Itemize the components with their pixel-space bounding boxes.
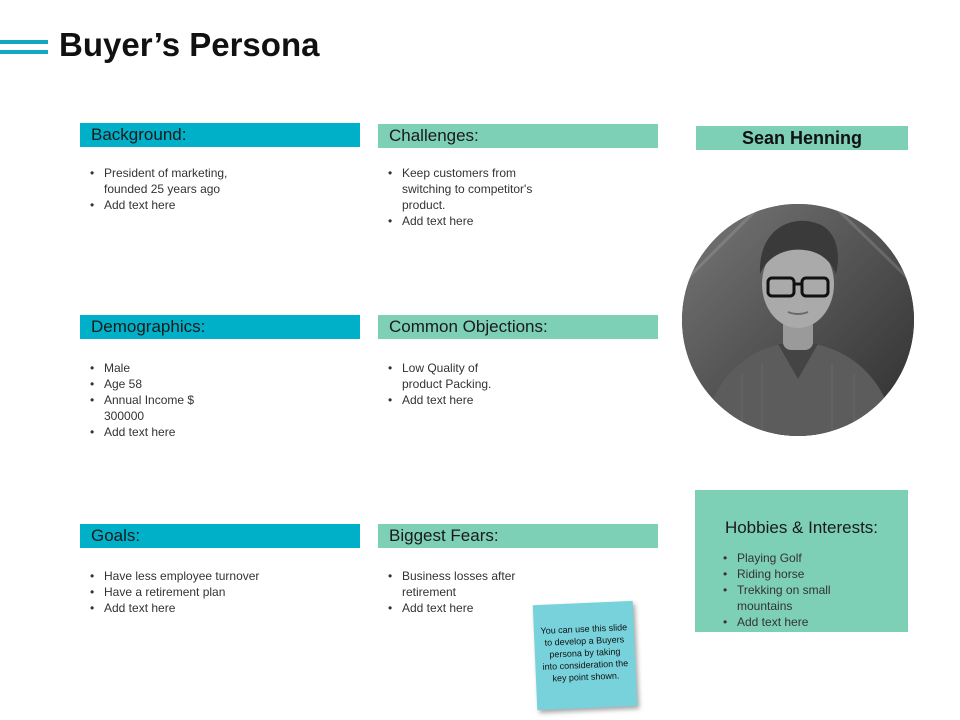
- challenges-header: Challenges:: [378, 124, 658, 148]
- list-item: • Low Quality of product Packing.: [388, 360, 518, 392]
- list-item: • Male: [90, 360, 210, 376]
- goals-list: [90, 568, 260, 616]
- hobbies-list: [723, 550, 873, 630]
- goals-header: Goals:: [80, 524, 360, 548]
- hobbies-box: [695, 490, 908, 632]
- list-item: • Business losses after retirement: [388, 568, 518, 600]
- list-item: • Keep customers from switching to competitor's product.: [388, 165, 558, 213]
- background-list: [90, 165, 230, 213]
- objections-list: [388, 360, 518, 408]
- list-item: • Add text here: [90, 424, 210, 440]
- list-item: • Add text here: [388, 392, 518, 408]
- list-item: • Have a retirement plan: [90, 584, 260, 600]
- person-photo-icon: [682, 204, 914, 436]
- list-item: • Playing Golf: [723, 550, 873, 566]
- background-header: Background:: [80, 123, 360, 147]
- demographics-list: [90, 360, 210, 440]
- challenges-list: [388, 165, 558, 229]
- list-item: • Add text here: [90, 197, 230, 213]
- portrait-illustration: [682, 204, 914, 436]
- list-item: • Add text here: [388, 213, 558, 229]
- fears-header: Biggest Fears:: [378, 524, 658, 548]
- objections-header: Common Objections:: [378, 315, 658, 339]
- hobbies-header: Hobbies & Interests:: [724, 518, 879, 537]
- title-accent-lines: [0, 40, 48, 60]
- demographics-header: Demographics:: [80, 315, 360, 339]
- list-item: • Have less employee turnover: [90, 568, 260, 584]
- list-item: • Age 58: [90, 376, 210, 392]
- list-item: • President of marketing, founded 25 years ago: [90, 165, 230, 197]
- list-item: • Trekking on small mountains: [723, 582, 873, 614]
- list-item: • Annual Income $ 300000: [90, 392, 210, 424]
- fears-list: [388, 568, 518, 616]
- slide-title: Buyer’s Persona: [59, 26, 320, 63]
- list-item: • Add text here: [723, 614, 873, 630]
- list-item: • Add text here: [388, 600, 518, 616]
- sticky-note: You can use this slide to develop a Buyers persona by taking into consideration the key point shown.: [533, 601, 637, 710]
- persona-name: Sean Henning: [696, 126, 908, 150]
- list-item: • Add text here: [90, 600, 260, 616]
- list-item: • Riding horse: [723, 566, 873, 582]
